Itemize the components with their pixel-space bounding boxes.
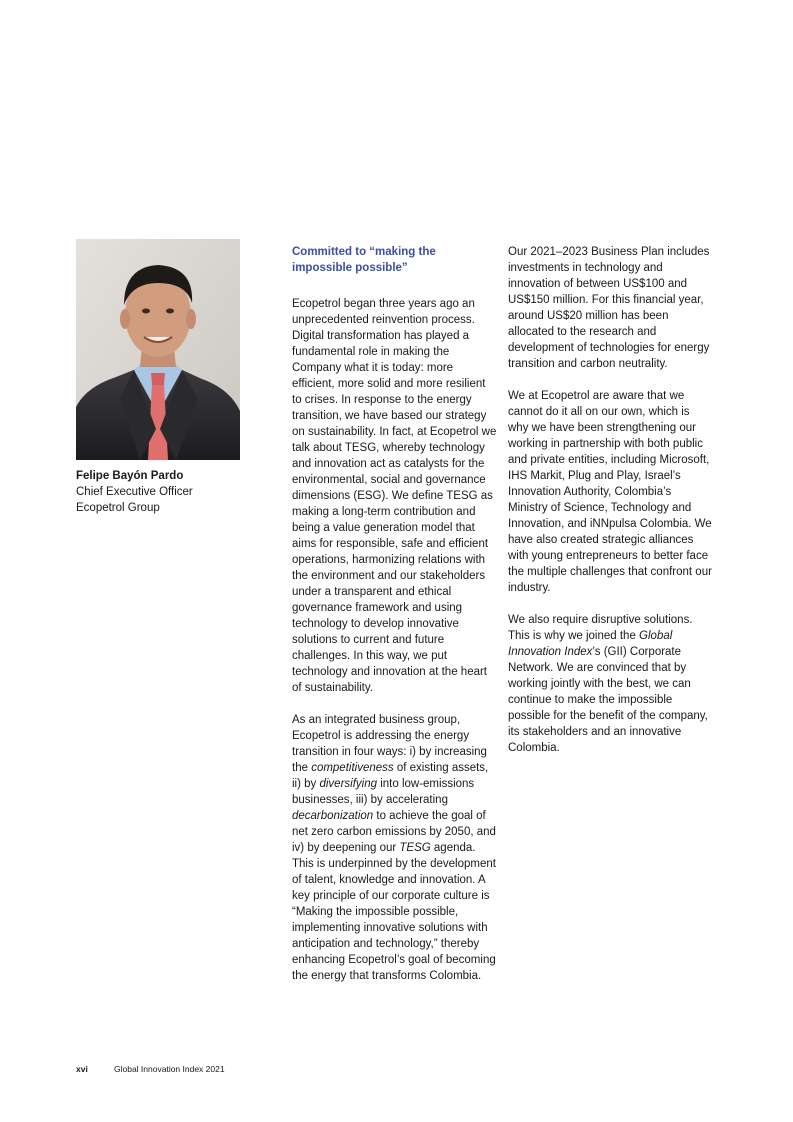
- paragraph-3: Our 2021–2023 Business Plan includes investments in technology and innovation of between US$100 and US$150 million. For this financial year, around US$20 million has been allocated to the research and development of technologies for energy transition and carbon neutrality.: [508, 246, 710, 370]
- page-number: xvi: [76, 1064, 88, 1074]
- article-column-1: [292, 244, 497, 1000]
- publication-title: Global Innovation Index 2021: [114, 1064, 225, 1074]
- article-column-2: [508, 244, 713, 772]
- person-name: Felipe Bayón Pardo: [76, 470, 184, 482]
- paragraph-1: Ecopetrol began three years ago an unprecedented reinvention process. Digital transformation has played a fundamental role in making the Company what it is today: more efficient, more solid and more resilient to crises. In response to the energy transition, we have based our strategy on sustainability. In fact, at Ecopetrol we talk about TESG, whereby technology and innovation act as catalysts for the environmental, social and governance dimensions (ESG). We define TESG as making a long-term contribution and being a value generation model that aims for responsible, safe and efficient operations, harmonizing relations with the environment and our stakeholders under a transparent and ethical governance framework and using technology to develop innovative solutions to current and future challenges. In this way, we put technology and innovation at the heart of sustainability.: [292, 298, 497, 694]
- page-footer: [76, 1063, 225, 1075]
- paragraph-4: We at Ecopetrol are aware that we cannot do it all on our own, which is why we have been strengthening our working in partnership with both public and private entities, including Microsoft, IHS Markit, Plug and Play, Israel’s Innovation Authority, Colombia’s Ministry of Science, Technology and Innovation, and iNNpulsa Colombia. We have also created strategic alliances with young entrepreneurs to better face the multiple challenges that confront our industry.: [508, 390, 712, 594]
- person-organization: Ecopetrol Group: [76, 502, 160, 514]
- portrait-caption: [76, 468, 256, 516]
- article-heading: Committed to “making the impossible possible”: [292, 246, 436, 274]
- paragraph-2: As an integrated business group, Ecopetrol is addressing the energy transition in four ways: i) by increasing the competitiveness of existing assets, ii) by diversifying into low-emissions businesses, iii) by accelerating decarbonization to achieve the goal of net zero carbon emissions by 2050, and iv) by deepening our TESG agenda. This is underpinned by the development of talent, knowledge and innovation. A key principle of our corporate culture is “Making the impossible possible, implementing innovative solutions with anticipation and technology,” thereby enhancing Ecopetrol’s goal of becoming the energy that transforms Colombia.: [292, 714, 496, 982]
- portrait-photo: [76, 239, 240, 460]
- paragraph-5: We also require disruptive solutions. This is why we joined the Global Innovation Index’s (GII) Corporate Network. We are convinced that by working jointly with the best, we can continue to make the impossible possible for the benefit of the company, its stakeholders and an innovative Colombia.: [508, 614, 708, 754]
- person-title: Chief Executive Officer: [76, 486, 193, 498]
